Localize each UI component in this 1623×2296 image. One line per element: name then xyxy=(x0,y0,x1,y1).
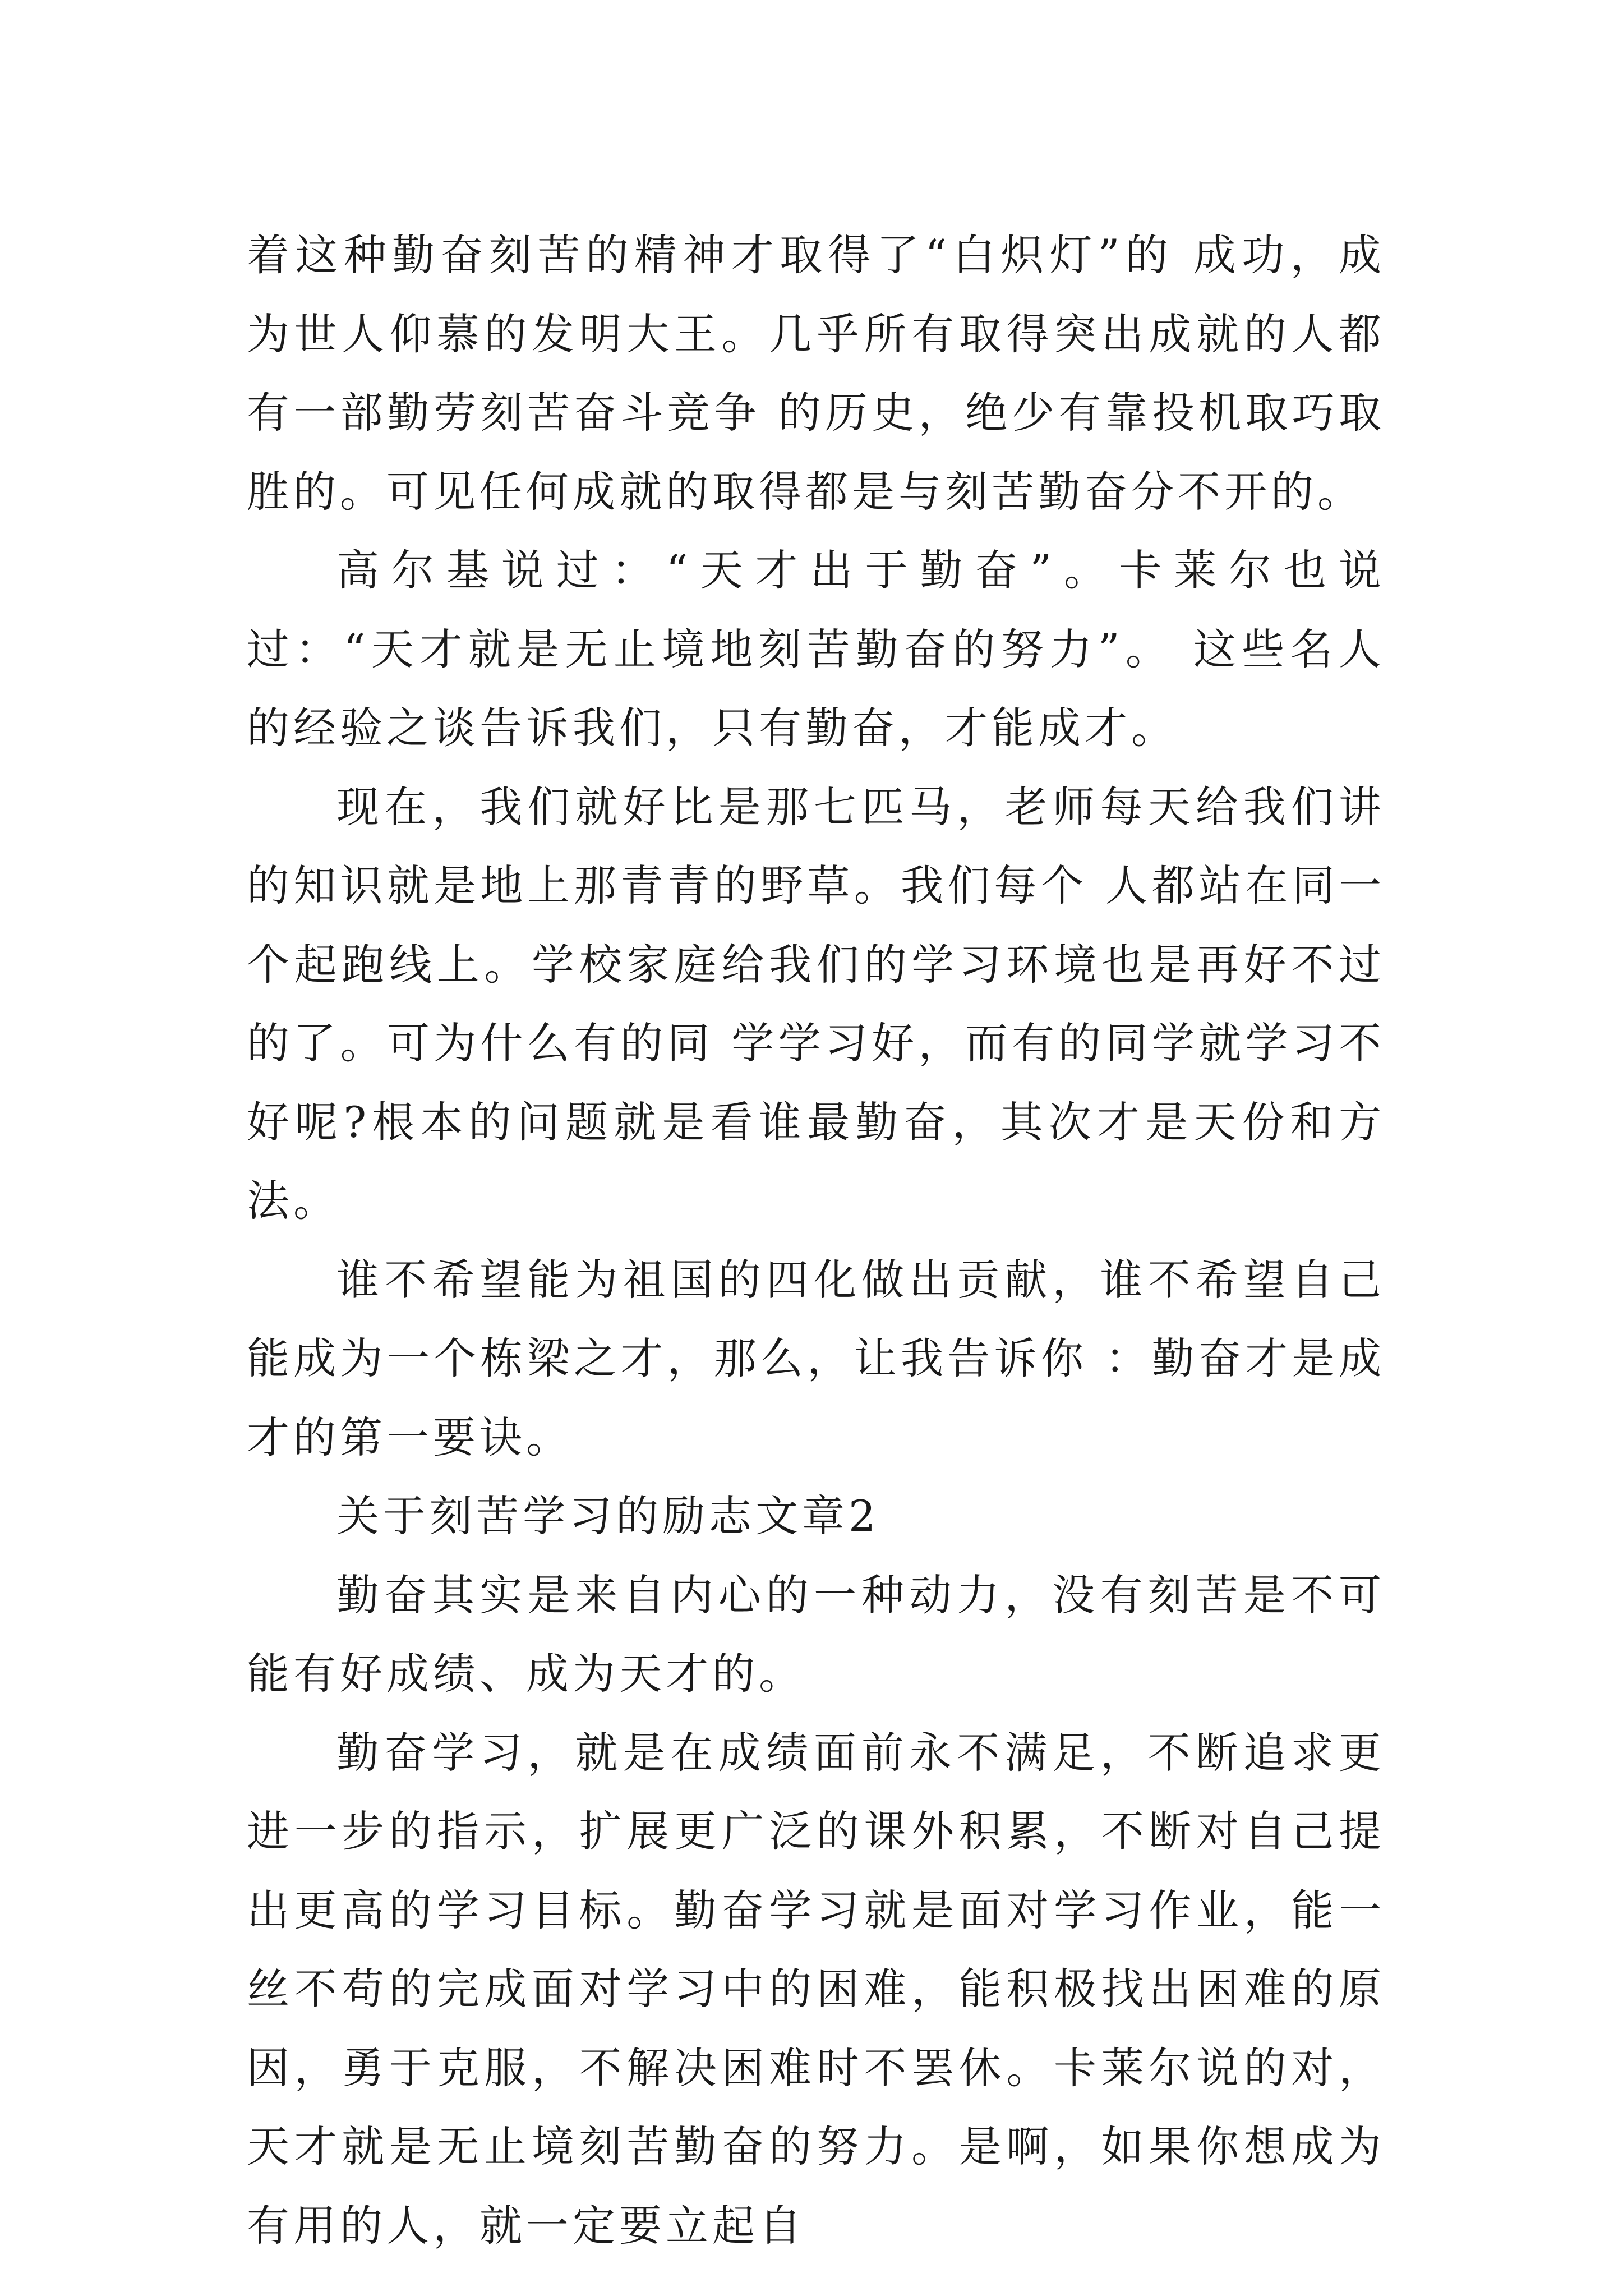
paragraph: 勤奋其实是来自内心的一种动力，没有刻苦是不可能有好成绩、成为天才的。 xyxy=(247,1570,1385,1699)
paragraph: 现在，我们就好比是那七匹马，老师每天给我们讲的知识就是地上那青青的野草。我们每个 人都站在同一个起跑线上。学校家庭给我们的学习环境也是再好不过的了。可为什么有的同 学学习好，而有的同学就学习不好呢?根本的问题就是看谁最勤奋，其次才是天份和方法。 xyxy=(247,781,1385,1226)
document-body xyxy=(247,216,1385,2265)
section-heading: 关于刻苦学习的励志文章2 xyxy=(336,1491,880,1541)
paragraph: 高尔基说过：“天才出于勤奋”。卡莱尔也说过：“天才就是无止境地刻苦勤奋的努力”。 这些名人的经验之谈告诉我们，只有勤奋，才能成才。 xyxy=(247,545,1385,753)
paragraph: 着这种勤奋刻苦的精神才取得了“白炽灯”的 成功，成为世人仰慕的发明大王。几乎所有取得突出成就的人都有一部勤劳刻苦奋斗竞争 的历史，绝少有靠投机取巧取胜的。可见任何成就的取得都是与刻苦勤奋分不开的。 xyxy=(247,230,1385,517)
paragraph: 勤奋学习，就是在成绩面前永不满足，不断追求更进一步的指示，扩展更广泛的课外积累，不断对自己提出更高的学习目标。勤奋学习就是面对学习作业，能一丝不苟的完成面对学习中的困难，能积极找出困难的原因，勇于克服，不解决困难时不罢休。卡莱尔说的对，天才就是无止境刻苦勤奋的努力。是啊，如果你想成为有用的人，就一定要立起自 xyxy=(247,1727,1385,2251)
paragraph: 谁不希望能为祖国的四化做出贡献，谁不希望自己能成为一个栋梁之才，那么，让我告诉你 ：勤奋才是成才的第一要诀。 xyxy=(247,1254,1385,1462)
